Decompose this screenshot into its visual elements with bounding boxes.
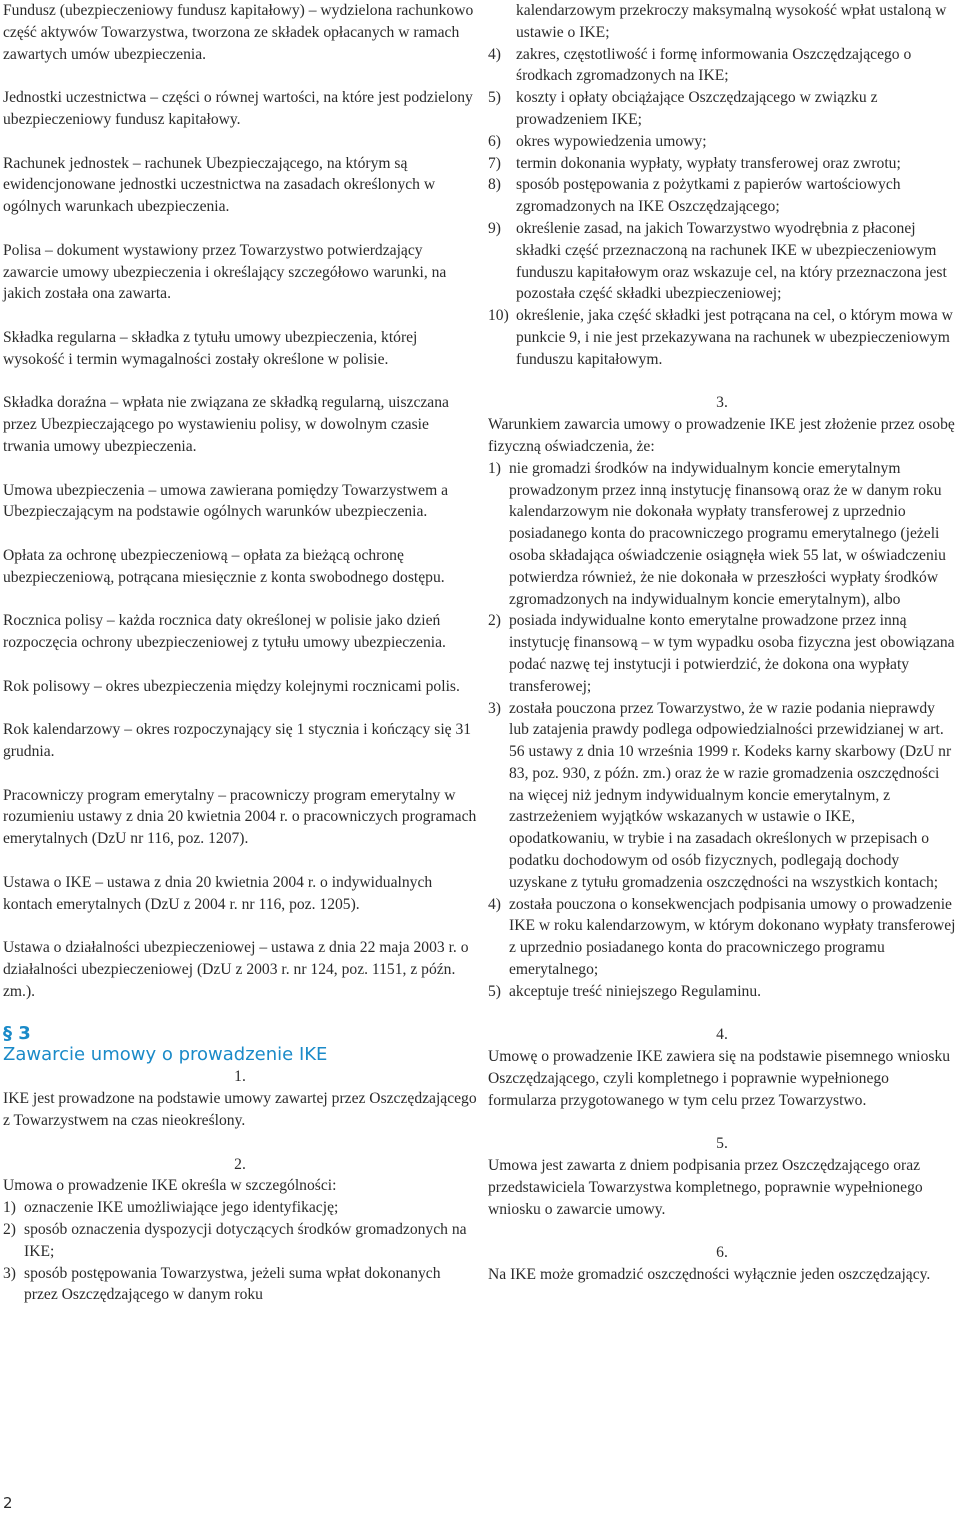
point-1-text: IKE jest prowadzone na podstawie umowy zawartej przez Oszczędzającego z Towarzystwem na czas nieokreślony. (3, 1090, 477, 1130)
list-item (488, 610, 956, 697)
point-3-list (488, 458, 956, 1003)
point-3-heading: 3. (716, 394, 728, 412)
list-item (488, 698, 956, 894)
item-number: 6) (488, 132, 501, 150)
list-item (488, 131, 956, 153)
section-title: Zawarcie umowy o prowadzenie IKE (3, 1044, 328, 1066)
list-item (488, 981, 956, 1003)
item-number: 7) (488, 154, 501, 172)
item-text: została pouczona o konsekwencjach podpisania umowy o prowadzenie IKE w roku kalendarzowym, w którym dokonano wypłaty transferowej z uprzednio posiadanego konta do pracowniczego programu emerytalnego; (509, 895, 956, 979)
point-2-heading: 2. (234, 1155, 246, 1173)
point-4-text: Umowę o prowadzenie IKE zawiera się na podstawie pisemnego wniosku Oszczędzającego, czyli kompletnego i poprawnie wypełnionego formularza przygotowanego w tym celu przez Towarzystwo. (488, 1048, 951, 1109)
definition-skladka-dorazna: Składka doraźna – wpłata nie związana ze składką regularną, uiszczana przez Ubezpieczającego po wystawieniu polisy, w dowolnym czasie trwania umowy ubezpieczenia. (3, 394, 449, 455)
item-text: została pouczona przez Towarzystwo, że w razie podania nieprawdy lub zatajenia prawdy podlega odpowiedzialności przewidzianej w art. 56 ustawy z dnia 10 września 1999 r. Kodeks karny skarbowy (DzU nr 83, poz. 930, z późn. zm.) oraz że w razie gromadzenia oszczędności na więcej niż jednym indywidualnym koncie emerytalnym, z zastrzeżeniem wyjątków wskazanych w ustawie o IKE, opodatkowaniu, w trybie i na zasadach określonych w przepisach o podatku dochodowym od osób fizycznych, podlegają dochody uzyskane z tytułu gromadzenia oszczędności na wszystkich kontach; (509, 699, 952, 891)
list-item (3, 1219, 477, 1263)
definition-rachunek: Rachunek jednostek – rachunek Ubezpieczającego, na którym są ewidencjonowane jednostki uczestnictwa na zasadach określonych w ogólnych warunkach ubezpieczenia. (3, 154, 436, 216)
item-text: sposób postępowania Towarzystwa, jeżeli suma wpłat dokonanych przez Oszczędzającego w danym roku (24, 1264, 441, 1304)
point-3-intro: Warunkiem zawarcia umowy o prowadzenie IKE jest złożenie przez osobę fizyczną oświadczenia, że: (488, 416, 955, 455)
definition-rok-kalendarzowy: Rok kalendarzowy – okres rozpoczynający się 1 stycznia i kończący się 31 grudnia. (3, 721, 472, 761)
item-text: akceptuje treść niniejszego Regulaminu. (509, 982, 762, 1000)
definition-rok-polisowy: Rok polisowy – okres ubezpieczenia między kolejnymi rocznicami polis. (3, 677, 460, 695)
point-5-text: Umowa jest zawarta z dniem podpisania przez Oszczędzającego oraz przedstawiciela Towarzystwa kompletnego, poprawnie wypełnionego wniosku o zawarcie umowy. (488, 1157, 923, 1218)
definition-jednostki: Jednostki uczestnictwa – części o równej wartości, na które jest podzielony ubezpieczeniowy fundusz kapitałowy. (3, 89, 473, 128)
point-2-list (3, 1197, 477, 1306)
item-number: 2) (3, 1221, 16, 1239)
item-number: 5) (488, 89, 501, 107)
item-number: 4) (488, 45, 501, 63)
definition-fundusz: Fundusz (ubezpieczeniowy fundusz kapitałowy) – wydzielona rachunkowo część aktywów Towarzystwa, tworzona ze składek opłacanych w ramach zawartych umów ubezpieczenia. (3, 2, 474, 63)
point-2-intro: Umowa o prowadzenie IKE określa w szczególności: (3, 1177, 337, 1195)
point-6-heading: 6. (716, 1244, 728, 1262)
item-text: określenie, jaka część składki jest potrącana na cel, o którym mowa w punkcie 9, i nie jest przekazywana na rachunek w ubezpieczeniowym funduszu kapitałowym. (516, 307, 953, 368)
point-2-continuation: kalendarzowym przekroczy maksymalną wysokość wpłat ustaloną w ustawie o IKE; (516, 2, 947, 41)
item-text: oznaczenie IKE umożliwiające jego identyfikację; (24, 1199, 339, 1217)
item-number: 1) (3, 1199, 16, 1217)
item-text: posiada indywidualne konto emerytalne prowadzone przez inną instytucję finansową – w tym wypadku osoba fizyczna jest obowiązana podać nazwę tej instytucji i potwierdzić, że dokona ona wypłaty transferowej; (509, 612, 955, 695)
definition-ustawa-dzialalnosc: Ustawa o działalności ubezpieczeniowej – ustawa z dnia 22 maja 2003 r. o działalności ubezpieczeniowej (DzU z 2003 r. nr 124, poz. 1151, z późn. zm.). (3, 939, 469, 1000)
item-number: 10) (488, 307, 509, 325)
section-mark: § 3 (3, 1023, 31, 1045)
list-item (3, 1197, 477, 1219)
item-number: 3) (3, 1264, 16, 1282)
definition-umowa: Umowa ubezpieczenia – umowa zawierana pomiędzy Towarzystwem a Ubezpieczającym na podstawie ogólnych warunków ubezpieczenia. (3, 481, 449, 521)
point-6-text: Na IKE może gromadzić oszczędności wyłącznie jeden oszczędzający. (488, 1266, 931, 1284)
list-item (488, 153, 956, 175)
item-number: 9) (488, 219, 501, 237)
item-text: nie gromadzi środków na indywidualnym koncie emerytalnym prowadzonym przez inną instytucję finansową oraz że w danym roku kalendarzowym nie dokonała wypłaty transferowej z uprzednio posiadanego konta do pracowniczego programu emerytalnego (jeżeli osoba składająca oświadczenie osiągnęła wiek 55 lat, w oświadczeniu potwierdza również, że nie dokonała w przeszłości wypłaty środków zgromadzonych na indywidualnym koncie emerytalnym), albo (509, 459, 946, 608)
list-item (488, 174, 956, 218)
item-text: określenie zasad, na jakich Towarzystwo wyodrębnia z płaconej składki część przeznaczoną na rachunek IKE w ubezpieczeniowym funduszu kapitałowym oraz wskazuje cel, na który przeznaczona jest pozostała część składki ubezpieczeniowej; (516, 219, 947, 303)
definition-polisa: Polisa – dokument wystawiony przez Towarzystwo potwierdzający zawarcie umowy ubezpieczenia i określający szczegółowo warunki, na jakich została ona zawarta. (3, 241, 447, 303)
item-number: 1) (488, 459, 501, 477)
list-item (488, 87, 956, 131)
item-text: sposób oznaczenia dyspozycji dotyczących środków gromadzonych na IKE; (24, 1221, 467, 1260)
definition-ppe: Pracowniczy program emerytalny – pracowniczy program emerytalny w rozumieniu ustawy z dnia 20 kwietnia 2004 r. o pracowniczych programach emerytalnych (DzU nr 116, poz. 1207). (3, 786, 477, 848)
point-5-heading: 5. (716, 1135, 728, 1153)
point-2-list-continued (488, 44, 956, 371)
definition-oplata: Opłata za ochronę ubezpieczeniową – opłata za bieżącą ochronę ubezpieczeniową, potrącana miesięcznie z konta swobodnego dostępu. (3, 546, 445, 586)
definition-skladka-regularna: Składka regularna – składka z tytułu umowy ubezpieczenia, której wysokość i termin wymagalności zostały określone w polisie. (3, 328, 418, 368)
item-number: 2) (488, 612, 501, 630)
item-number: 4) (488, 895, 501, 913)
item-number: 8) (488, 176, 501, 194)
item-text: termin dokonania wypłaty, wypłaty transferowej oraz zwrotu; (516, 154, 901, 172)
list-item (488, 305, 956, 370)
list-item (488, 44, 956, 88)
page-number: 2 (3, 1494, 13, 1512)
item-text: sposób postępowania z pożytkami z papierów wartościowych zgromadzonych na IKE Oszczędzającego; (516, 176, 901, 216)
point-1-heading: 1. (234, 1068, 246, 1086)
item-text: koszty i opłaty obciążające Oszczędzającego w związku z prowadzeniem IKE; (516, 89, 878, 128)
item-text: okres wypowiedzenia umowy; (516, 132, 707, 150)
item-text: zakres, częstotliwość i formę informowania Oszczędzającego o środkach zgromadzonych na IKE; (516, 45, 912, 85)
right-column (488, 0, 956, 1308)
definition-rocznica: Rocznica polisy – każda rocznica daty określonej w polisie jako dzień rozpoczęcia ochrony ubezpieczeniowej z tytułu umowy ubezpieczenia. (3, 612, 446, 652)
list-item (3, 1263, 477, 1307)
definition-ustawa-ike: Ustawa o IKE – ustawa z dnia 20 kwietnia 2004 r. o indywidualnych kontach emerytalnych (DzU z 2004 r. nr 116, poz. 1205). (3, 873, 433, 913)
list-item (488, 458, 956, 611)
left-column (3, 0, 477, 1328)
item-number: 5) (488, 982, 501, 1000)
list-item (488, 894, 956, 981)
point-4-heading: 4. (716, 1026, 728, 1044)
list-item (488, 218, 956, 305)
item-number: 3) (488, 699, 501, 717)
